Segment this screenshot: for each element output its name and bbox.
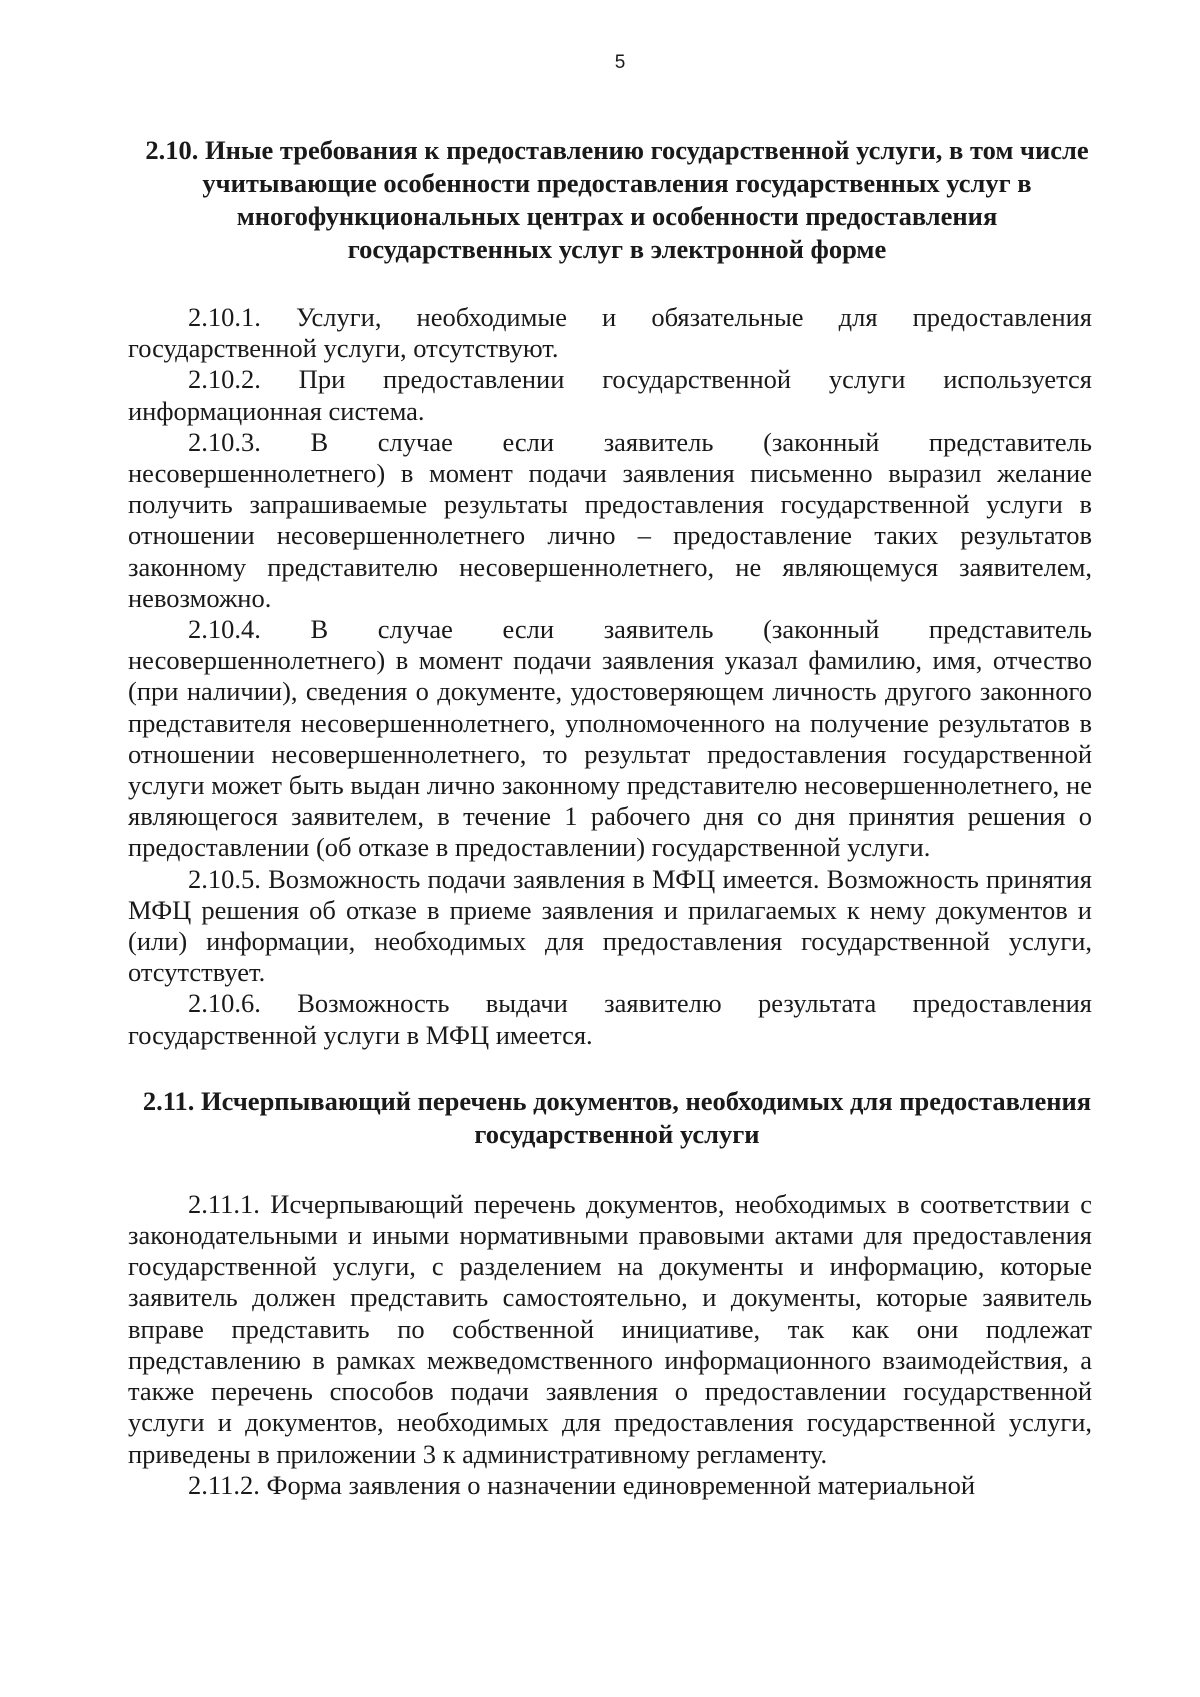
paragraph-2-10-1: 2.10.1. Услуги, необходимые и обязательные для предоставления государственной услуги, отсутствуют. bbox=[128, 302, 1092, 364]
paragraph-2-10-3: 2.10.3. В случае если заявитель (законный представитель несовершеннолетнего) в момент подачи заявления письменно выразил желание получить запрашиваемые результаты предоставления государственной услуги в отношении несовершеннолетнего лично – предоставление таких результатов законному представителю несовершеннолетнего, не являющемуся заявителем, невозможно. bbox=[128, 426, 1092, 613]
section-body-2-10 bbox=[128, 302, 1092, 1051]
section-heading-2-10: 2.10. Иные требования к предоставлению государственной услуги, в том числе учитывающие особенности предоставления государственных услуг в многофункциональных центрах и особенности предоставления государственных услуг в электронной форме bbox=[145, 135, 1089, 264]
page-number: 5 bbox=[614, 52, 626, 73]
paragraph-2-10-5: 2.10.5. Возможность подачи заявления в МФЦ имеется. Возможность принятия МФЦ решения об отказе в приеме заявления и прилагаемых к нему документов и (или) информации, необходимых для предоставления государственной услуги, отсутствует. bbox=[128, 863, 1092, 988]
paragraph-2-10-6: 2.10.6. Возможность выдачи заявителю результата предоставления государственной услуги в МФЦ имеется. bbox=[128, 988, 1092, 1050]
paragraph-2-10-4: 2.10.4. В случае если заявитель (законный представитель несовершеннолетнего) в момент подачи заявления указал фамилию, имя, отчество (при наличии), сведения о документе, удостоверяющем личность другого законного представителя несовершеннолетнего, уполномоченного на получение результатов в отношении несовершеннолетнего, то результат предоставления государственной услуги может быть выдан лично законному представителю несовершеннолетнего, не являющегося заявителем, в течение 1 рабочего дня со дня принятия решения о предоставлении (об отказе в предоставлении) государственной услуги. bbox=[128, 614, 1092, 863]
section-heading-2-11: 2.11. Исчерпывающий перечень документов, необходимых для предоставления государственной услуги bbox=[142, 1085, 1092, 1149]
paragraph-2-10-2: 2.10.2. При предоставлении государственной услуги используется информационная система. bbox=[128, 364, 1092, 426]
paragraph-2-11-1: 2.11.1. Исчерпывающий перечень документов, необходимых в соответствии с законодательными и иными нормативными правовыми актами для предоставления государственной услуги, с разделением на документы и информацию, которые заявитель должен представить самостоятельно, и документы, которые заявитель вправе представить по собственной инициативе, так как они подлежат представлению в рамках межведомственного информационного взаимодействия, а также перечень способов подачи заявления о предоставлении государственной услуги и документов, необходимых для предоставления государственной услуги, приведены в приложении 3 к административному регламенту. bbox=[128, 1188, 1092, 1469]
section-body-2-11 bbox=[128, 1189, 1092, 1501]
page-content bbox=[128, 134, 1092, 1501]
paragraph-2-11-2: 2.11.2. Форма заявления о назначении единовременной материальной bbox=[188, 1469, 976, 1500]
